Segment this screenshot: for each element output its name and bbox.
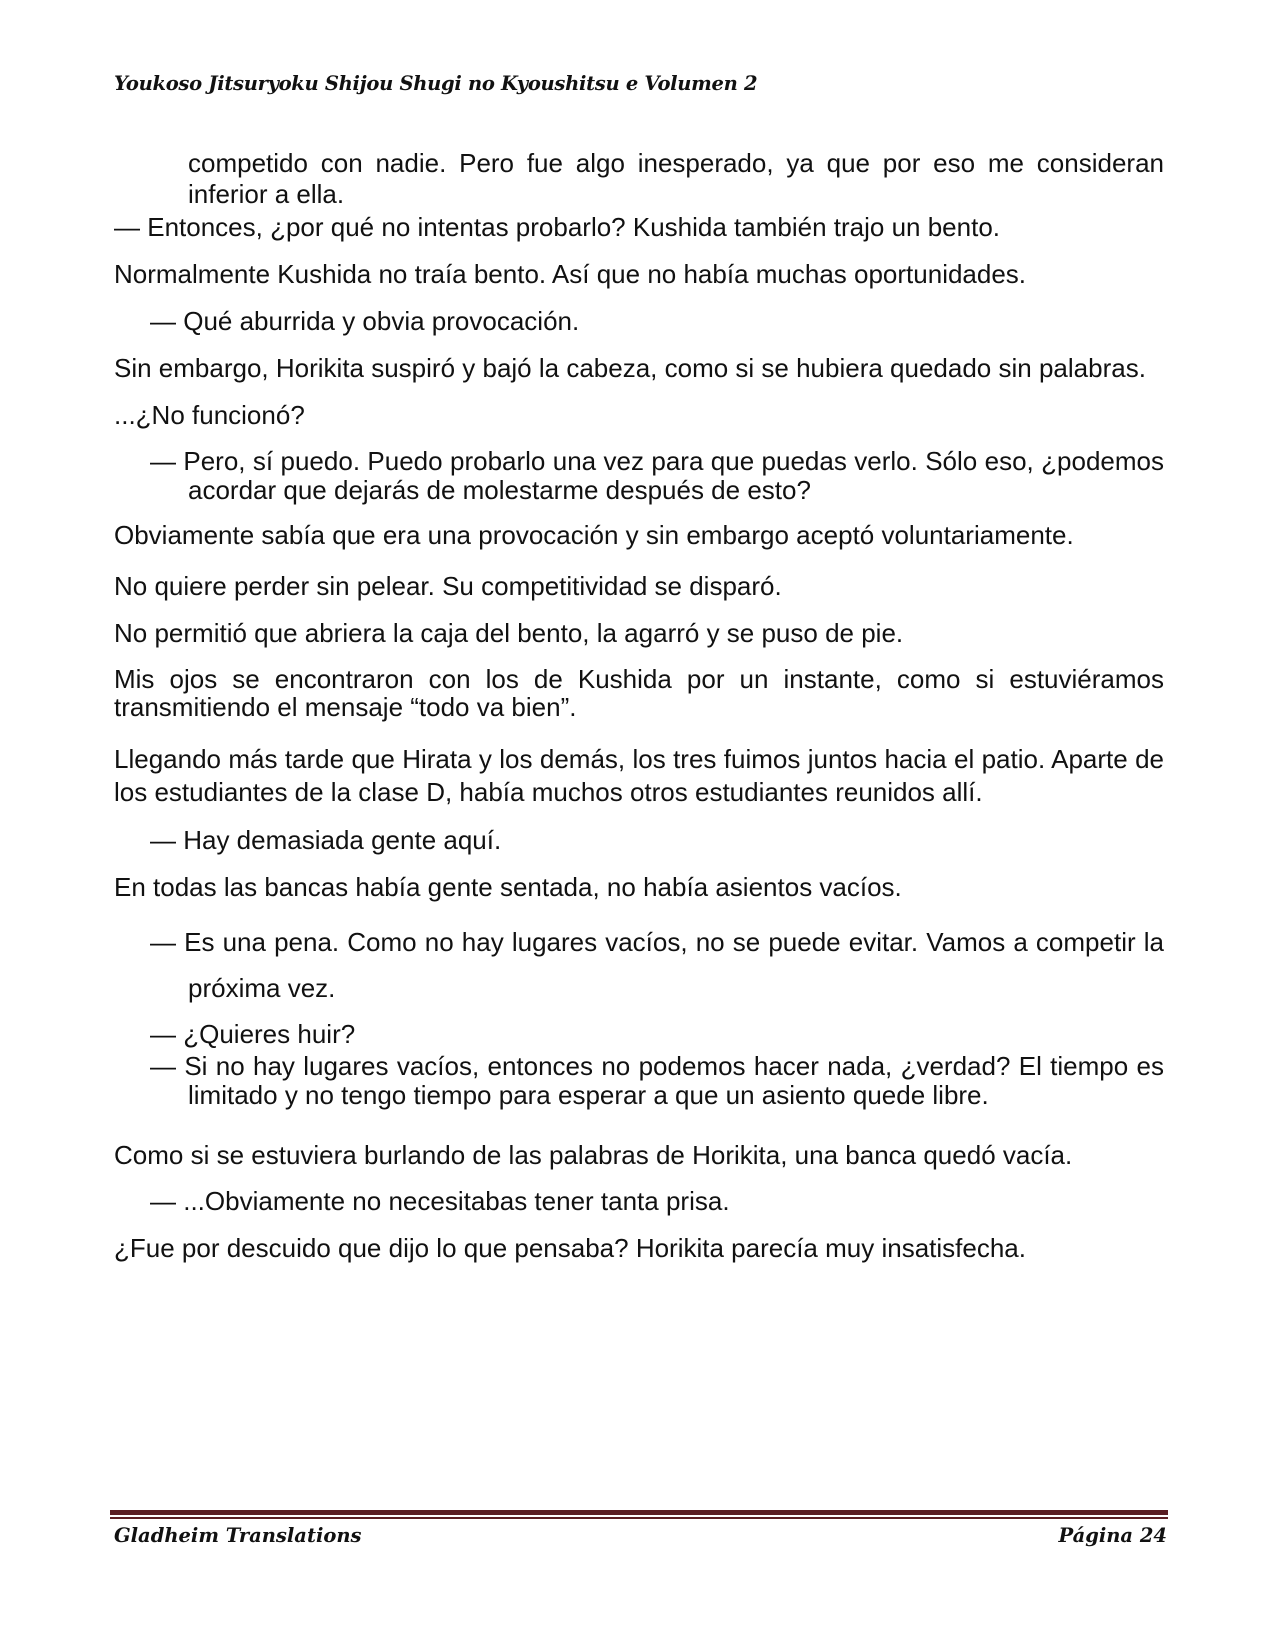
paragraph: Llegando más tarde que Hirata y los demás, los tres fuimos juntos hacia el patio. Aparte de los estudiantes de la clase D, había muchos otros estudiantes reunidos allí. (114, 744, 1164, 807)
page-number: Página 24 (1058, 1524, 1167, 1547)
paragraph: No permitió que abriera la caja del bento, la agarró y se puso de pie. (114, 618, 904, 648)
body-text (114, 148, 1164, 1280)
paragraph: Sin embargo, Horikita suspiró y bajó la cabeza, como si se hubiera quedado sin palabras. (114, 353, 1146, 383)
footer-credit: Gladheim Translations (114, 1524, 362, 1547)
dialogue-line: — Qué aburrida y obvia provocación. (150, 306, 580, 336)
dialogue-line: — ...Obviamente no necesitabas tener tanta prisa. (150, 1186, 730, 1216)
dialogue-line: — Entonces, ¿por qué no intentas probarlo? Kushida también trajo un bento. (114, 212, 1001, 242)
page-header-title: Youkoso Jitsuryoku Shijou Shugi no Kyoushitsu e Volumen 2 (114, 72, 758, 95)
paragraph: Mis ojos se encontraron con los de Kushida por un instante, como si estuviéramos transmitiendo el mensaje “todo va bien”. (114, 664, 1164, 722)
paragraph: Obviamente sabía que era una provocación y sin embargo aceptó voluntariamente. (114, 520, 1074, 550)
paragraph: No quiere perder sin pelear. Su competitividad se disparó. (114, 571, 782, 601)
paragraph: En todas las bancas había gente sentada, no había asientos vacíos. (114, 872, 902, 902)
footer-divider-thick (110, 1510, 1168, 1515)
dialogue-line: — Pero, sí puedo. Puedo probarlo una vez para que puedas verlo. Sólo eso, ¿podemos acordar que dejarás de molestarme después de esto? (150, 446, 1164, 505)
paragraph: ¿Fue por descuido que dijo lo que pensaba? Horikita parecía muy insatisfecha. (114, 1233, 1026, 1263)
dialogue-line: — Hay demasiada gente aquí. (150, 825, 502, 855)
paragraph: Como si se estuviera burlando de las palabras de Horikita, una banca quedó vacía. (114, 1140, 1073, 1170)
paragraph: ...¿No funcionó? (114, 400, 305, 430)
paragraph: Normalmente Kushida no traía bento. Así que no había muchas oportunidades. (114, 259, 1027, 289)
dialogue-line: — Si no hay lugares vacíos, entonces no podemos hacer nada, ¿verdad? El tiempo es limitado y no tengo tiempo para esperar a que un asiento quede libre. (150, 1051, 1164, 1110)
dialogue-line: — Es una pena. Como no hay lugares vacíos, no se puede evitar. Vamos a competir la próxima vez. (150, 927, 1164, 1003)
footer-divider-thin (110, 1517, 1168, 1519)
dialogue-line: — ¿Quieres huir? (150, 1019, 356, 1049)
paragraph: competido con nadie. Pero fue algo inesperado, ya que por eso me consideran inferior a ella. (188, 148, 1164, 209)
